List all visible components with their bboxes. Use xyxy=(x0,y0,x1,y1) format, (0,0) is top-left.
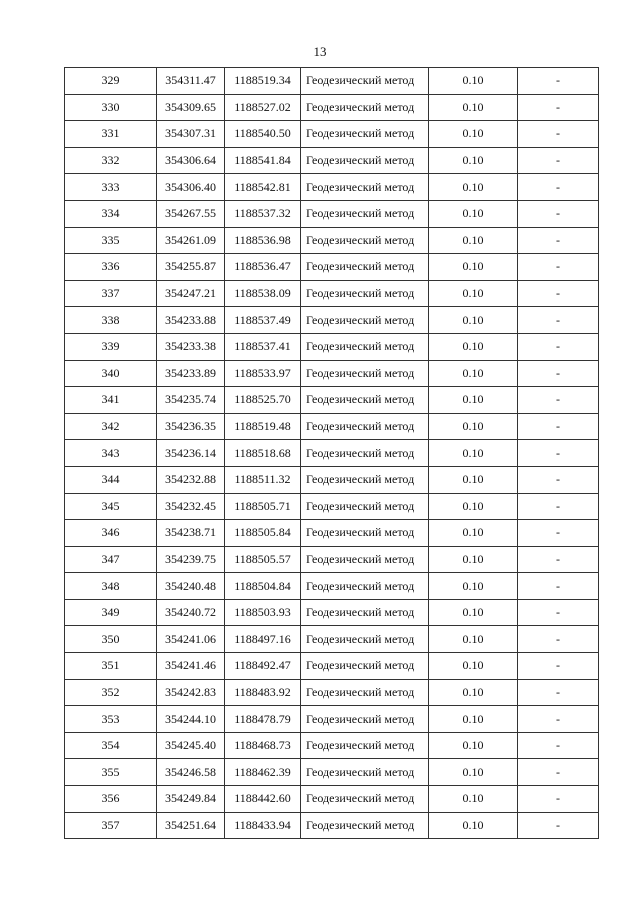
table-row xyxy=(65,573,599,600)
table-row xyxy=(65,759,599,786)
accuracy-cell: 0.10 xyxy=(429,200,518,227)
note-cell: - xyxy=(518,94,599,121)
note-cell: - xyxy=(518,599,599,626)
x-coordinate-cell: 354306.40 xyxy=(157,174,225,201)
note-cell: - xyxy=(518,333,599,360)
accuracy-cell: 0.10 xyxy=(429,174,518,201)
method-cell: Геодезический метод xyxy=(301,653,429,680)
accuracy-cell: 0.10 xyxy=(429,466,518,493)
point-number-cell: 351 xyxy=(65,653,157,680)
point-number-cell: 331 xyxy=(65,121,157,148)
method-cell: Геодезический метод xyxy=(301,280,429,307)
y-coordinate-cell: 1188527.02 xyxy=(225,94,301,121)
method-cell: Геодезический метод xyxy=(301,520,429,547)
x-coordinate-cell: 354232.88 xyxy=(157,466,225,493)
x-coordinate-cell: 354240.72 xyxy=(157,599,225,626)
accuracy-cell: 0.10 xyxy=(429,307,518,334)
method-cell: Геодезический метод xyxy=(301,227,429,254)
accuracy-cell: 0.10 xyxy=(429,413,518,440)
point-number-cell: 344 xyxy=(65,466,157,493)
accuracy-cell: 0.10 xyxy=(429,227,518,254)
table-body xyxy=(65,68,599,839)
point-number-cell: 335 xyxy=(65,227,157,254)
method-cell: Геодезический метод xyxy=(301,812,429,839)
point-number-cell: 356 xyxy=(65,786,157,813)
method-cell: Геодезический метод xyxy=(301,254,429,281)
note-cell: - xyxy=(518,679,599,706)
point-number-cell: 332 xyxy=(65,147,157,174)
y-coordinate-cell: 1188492.47 xyxy=(225,653,301,680)
table-row xyxy=(65,333,599,360)
table-row xyxy=(65,307,599,334)
point-number-cell: 341 xyxy=(65,387,157,414)
method-cell: Геодезический метод xyxy=(301,94,429,121)
table-row xyxy=(65,653,599,680)
point-number-cell: 349 xyxy=(65,599,157,626)
method-cell: Геодезический метод xyxy=(301,706,429,733)
x-coordinate-cell: 354233.89 xyxy=(157,360,225,387)
x-coordinate-cell: 354306.64 xyxy=(157,147,225,174)
note-cell: - xyxy=(518,493,599,520)
x-coordinate-cell: 354251.64 xyxy=(157,812,225,839)
x-coordinate-cell: 354246.58 xyxy=(157,759,225,786)
accuracy-cell: 0.10 xyxy=(429,759,518,786)
point-number-cell: 339 xyxy=(65,333,157,360)
y-coordinate-cell: 1188525.70 xyxy=(225,387,301,414)
x-coordinate-cell: 354247.21 xyxy=(157,280,225,307)
x-coordinate-cell: 354307.31 xyxy=(157,121,225,148)
y-coordinate-cell: 1188518.68 xyxy=(225,440,301,467)
table-row xyxy=(65,413,599,440)
x-coordinate-cell: 354245.40 xyxy=(157,732,225,759)
point-number-cell: 357 xyxy=(65,812,157,839)
method-cell: Геодезический метод xyxy=(301,307,429,334)
table-row xyxy=(65,227,599,254)
table-row xyxy=(65,732,599,759)
point-number-cell: 354 xyxy=(65,732,157,759)
x-coordinate-cell: 354255.87 xyxy=(157,254,225,281)
accuracy-cell: 0.10 xyxy=(429,440,518,467)
x-coordinate-cell: 354241.06 xyxy=(157,626,225,653)
x-coordinate-cell: 354239.75 xyxy=(157,546,225,573)
x-coordinate-cell: 354233.38 xyxy=(157,333,225,360)
y-coordinate-cell: 1188519.34 xyxy=(225,68,301,95)
table-row xyxy=(65,786,599,813)
note-cell: - xyxy=(518,121,599,148)
accuracy-cell: 0.10 xyxy=(429,493,518,520)
method-cell: Геодезический метод xyxy=(301,147,429,174)
note-cell: - xyxy=(518,280,599,307)
note-cell: - xyxy=(518,440,599,467)
x-coordinate-cell: 354236.35 xyxy=(157,413,225,440)
y-coordinate-cell: 1188537.49 xyxy=(225,307,301,334)
point-number-cell: 336 xyxy=(65,254,157,281)
accuracy-cell: 0.10 xyxy=(429,626,518,653)
x-coordinate-cell: 354309.65 xyxy=(157,94,225,121)
method-cell: Геодезический метод xyxy=(301,759,429,786)
method-cell: Геодезический метод xyxy=(301,786,429,813)
method-cell: Геодезический метод xyxy=(301,546,429,573)
point-number-cell: 345 xyxy=(65,493,157,520)
accuracy-cell: 0.10 xyxy=(429,786,518,813)
table-row xyxy=(65,812,599,839)
accuracy-cell: 0.10 xyxy=(429,546,518,573)
table-row xyxy=(65,493,599,520)
y-coordinate-cell: 1188497.16 xyxy=(225,626,301,653)
point-number-cell: 333 xyxy=(65,174,157,201)
accuracy-cell: 0.10 xyxy=(429,68,518,95)
y-coordinate-cell: 1188462.39 xyxy=(225,759,301,786)
table-row xyxy=(65,520,599,547)
method-cell: Геодезический метод xyxy=(301,626,429,653)
accuracy-cell: 0.10 xyxy=(429,520,518,547)
point-number-cell: 347 xyxy=(65,546,157,573)
note-cell: - xyxy=(518,573,599,600)
table-row xyxy=(65,360,599,387)
point-number-cell: 338 xyxy=(65,307,157,334)
note-cell: - xyxy=(518,653,599,680)
y-coordinate-cell: 1188505.84 xyxy=(225,520,301,547)
method-cell: Геодезический метод xyxy=(301,493,429,520)
accuracy-cell: 0.10 xyxy=(429,94,518,121)
point-number-cell: 330 xyxy=(65,94,157,121)
note-cell: - xyxy=(518,546,599,573)
point-number-cell: 346 xyxy=(65,520,157,547)
method-cell: Геодезический метод xyxy=(301,174,429,201)
note-cell: - xyxy=(518,520,599,547)
method-cell: Геодезический метод xyxy=(301,573,429,600)
table-row xyxy=(65,94,599,121)
note-cell: - xyxy=(518,387,599,414)
x-coordinate-cell: 354240.48 xyxy=(157,573,225,600)
table-row xyxy=(65,200,599,227)
note-cell: - xyxy=(518,200,599,227)
point-number-cell: 334 xyxy=(65,200,157,227)
y-coordinate-cell: 1188533.97 xyxy=(225,360,301,387)
table-row xyxy=(65,280,599,307)
x-coordinate-cell: 354249.84 xyxy=(157,786,225,813)
accuracy-cell: 0.10 xyxy=(429,147,518,174)
accuracy-cell: 0.10 xyxy=(429,360,518,387)
x-coordinate-cell: 354267.55 xyxy=(157,200,225,227)
accuracy-cell: 0.10 xyxy=(429,679,518,706)
y-coordinate-cell: 1188519.48 xyxy=(225,413,301,440)
table-row xyxy=(65,706,599,733)
x-coordinate-cell: 354242.83 xyxy=(157,679,225,706)
note-cell: - xyxy=(518,706,599,733)
note-cell: - xyxy=(518,174,599,201)
method-cell: Геодезический метод xyxy=(301,200,429,227)
accuracy-cell: 0.10 xyxy=(429,121,518,148)
table-row xyxy=(65,599,599,626)
y-coordinate-cell: 1188503.93 xyxy=(225,599,301,626)
table-row xyxy=(65,174,599,201)
table-row xyxy=(65,466,599,493)
note-cell: - xyxy=(518,147,599,174)
point-number-cell: 355 xyxy=(65,759,157,786)
note-cell: - xyxy=(518,732,599,759)
method-cell: Геодезический метод xyxy=(301,333,429,360)
point-number-cell: 353 xyxy=(65,706,157,733)
y-coordinate-cell: 1188537.41 xyxy=(225,333,301,360)
point-number-cell: 350 xyxy=(65,626,157,653)
method-cell: Геодезический метод xyxy=(301,679,429,706)
note-cell: - xyxy=(518,68,599,95)
y-coordinate-cell: 1188537.32 xyxy=(225,200,301,227)
point-number-cell: 343 xyxy=(65,440,157,467)
note-cell: - xyxy=(518,254,599,281)
x-coordinate-cell: 354244.10 xyxy=(157,706,225,733)
method-cell: Геодезический метод xyxy=(301,732,429,759)
y-coordinate-cell: 1188542.81 xyxy=(225,174,301,201)
accuracy-cell: 0.10 xyxy=(429,573,518,600)
y-coordinate-cell: 1188541.84 xyxy=(225,147,301,174)
table-row xyxy=(65,147,599,174)
note-cell: - xyxy=(518,759,599,786)
method-cell: Геодезический метод xyxy=(301,413,429,440)
x-coordinate-cell: 354311.47 xyxy=(157,68,225,95)
table-row xyxy=(65,626,599,653)
note-cell: - xyxy=(518,360,599,387)
y-coordinate-cell: 1188433.94 xyxy=(225,812,301,839)
y-coordinate-cell: 1188442.60 xyxy=(225,786,301,813)
y-coordinate-cell: 1188504.84 xyxy=(225,573,301,600)
accuracy-cell: 0.10 xyxy=(429,706,518,733)
note-cell: - xyxy=(518,307,599,334)
note-cell: - xyxy=(518,812,599,839)
point-number-cell: 342 xyxy=(65,413,157,440)
table-row xyxy=(65,68,599,95)
y-coordinate-cell: 1188483.92 xyxy=(225,679,301,706)
method-cell: Геодезический метод xyxy=(301,466,429,493)
method-cell: Геодезический метод xyxy=(301,121,429,148)
accuracy-cell: 0.10 xyxy=(429,254,518,281)
table-row xyxy=(65,387,599,414)
method-cell: Геодезический метод xyxy=(301,599,429,626)
note-cell: - xyxy=(518,466,599,493)
x-coordinate-cell: 354241.46 xyxy=(157,653,225,680)
y-coordinate-cell: 1188536.47 xyxy=(225,254,301,281)
accuracy-cell: 0.10 xyxy=(429,387,518,414)
y-coordinate-cell: 1188536.98 xyxy=(225,227,301,254)
method-cell: Геодезический метод xyxy=(301,440,429,467)
accuracy-cell: 0.10 xyxy=(429,812,518,839)
accuracy-cell: 0.10 xyxy=(429,732,518,759)
y-coordinate-cell: 1188468.73 xyxy=(225,732,301,759)
y-coordinate-cell: 1188505.71 xyxy=(225,493,301,520)
table-row xyxy=(65,440,599,467)
point-number-cell: 352 xyxy=(65,679,157,706)
point-number-cell: 337 xyxy=(65,280,157,307)
x-coordinate-cell: 354261.09 xyxy=(157,227,225,254)
y-coordinate-cell: 1188540.50 xyxy=(225,121,301,148)
x-coordinate-cell: 354235.74 xyxy=(157,387,225,414)
y-coordinate-cell: 1188511.32 xyxy=(225,466,301,493)
note-cell: - xyxy=(518,786,599,813)
x-coordinate-cell: 354232.45 xyxy=(157,493,225,520)
y-coordinate-cell: 1188478.79 xyxy=(225,706,301,733)
x-coordinate-cell: 354238.71 xyxy=(157,520,225,547)
point-number-cell: 329 xyxy=(65,68,157,95)
note-cell: - xyxy=(518,227,599,254)
method-cell: Геодезический метод xyxy=(301,68,429,95)
method-cell: Геодезический метод xyxy=(301,387,429,414)
accuracy-cell: 0.10 xyxy=(429,333,518,360)
x-coordinate-cell: 354233.88 xyxy=(157,307,225,334)
table-row xyxy=(65,121,599,148)
note-cell: - xyxy=(518,413,599,440)
table-row xyxy=(65,254,599,281)
table-row xyxy=(65,546,599,573)
point-number-cell: 340 xyxy=(65,360,157,387)
y-coordinate-cell: 1188538.09 xyxy=(225,280,301,307)
page-number: 13 xyxy=(313,44,327,59)
accuracy-cell: 0.10 xyxy=(429,653,518,680)
y-coordinate-cell: 1188505.57 xyxy=(225,546,301,573)
method-cell: Геодезический метод xyxy=(301,360,429,387)
point-number-cell: 348 xyxy=(65,573,157,600)
coordinates-table xyxy=(64,67,599,839)
note-cell: - xyxy=(518,626,599,653)
accuracy-cell: 0.10 xyxy=(429,280,518,307)
table-row xyxy=(65,679,599,706)
accuracy-cell: 0.10 xyxy=(429,599,518,626)
x-coordinate-cell: 354236.14 xyxy=(157,440,225,467)
